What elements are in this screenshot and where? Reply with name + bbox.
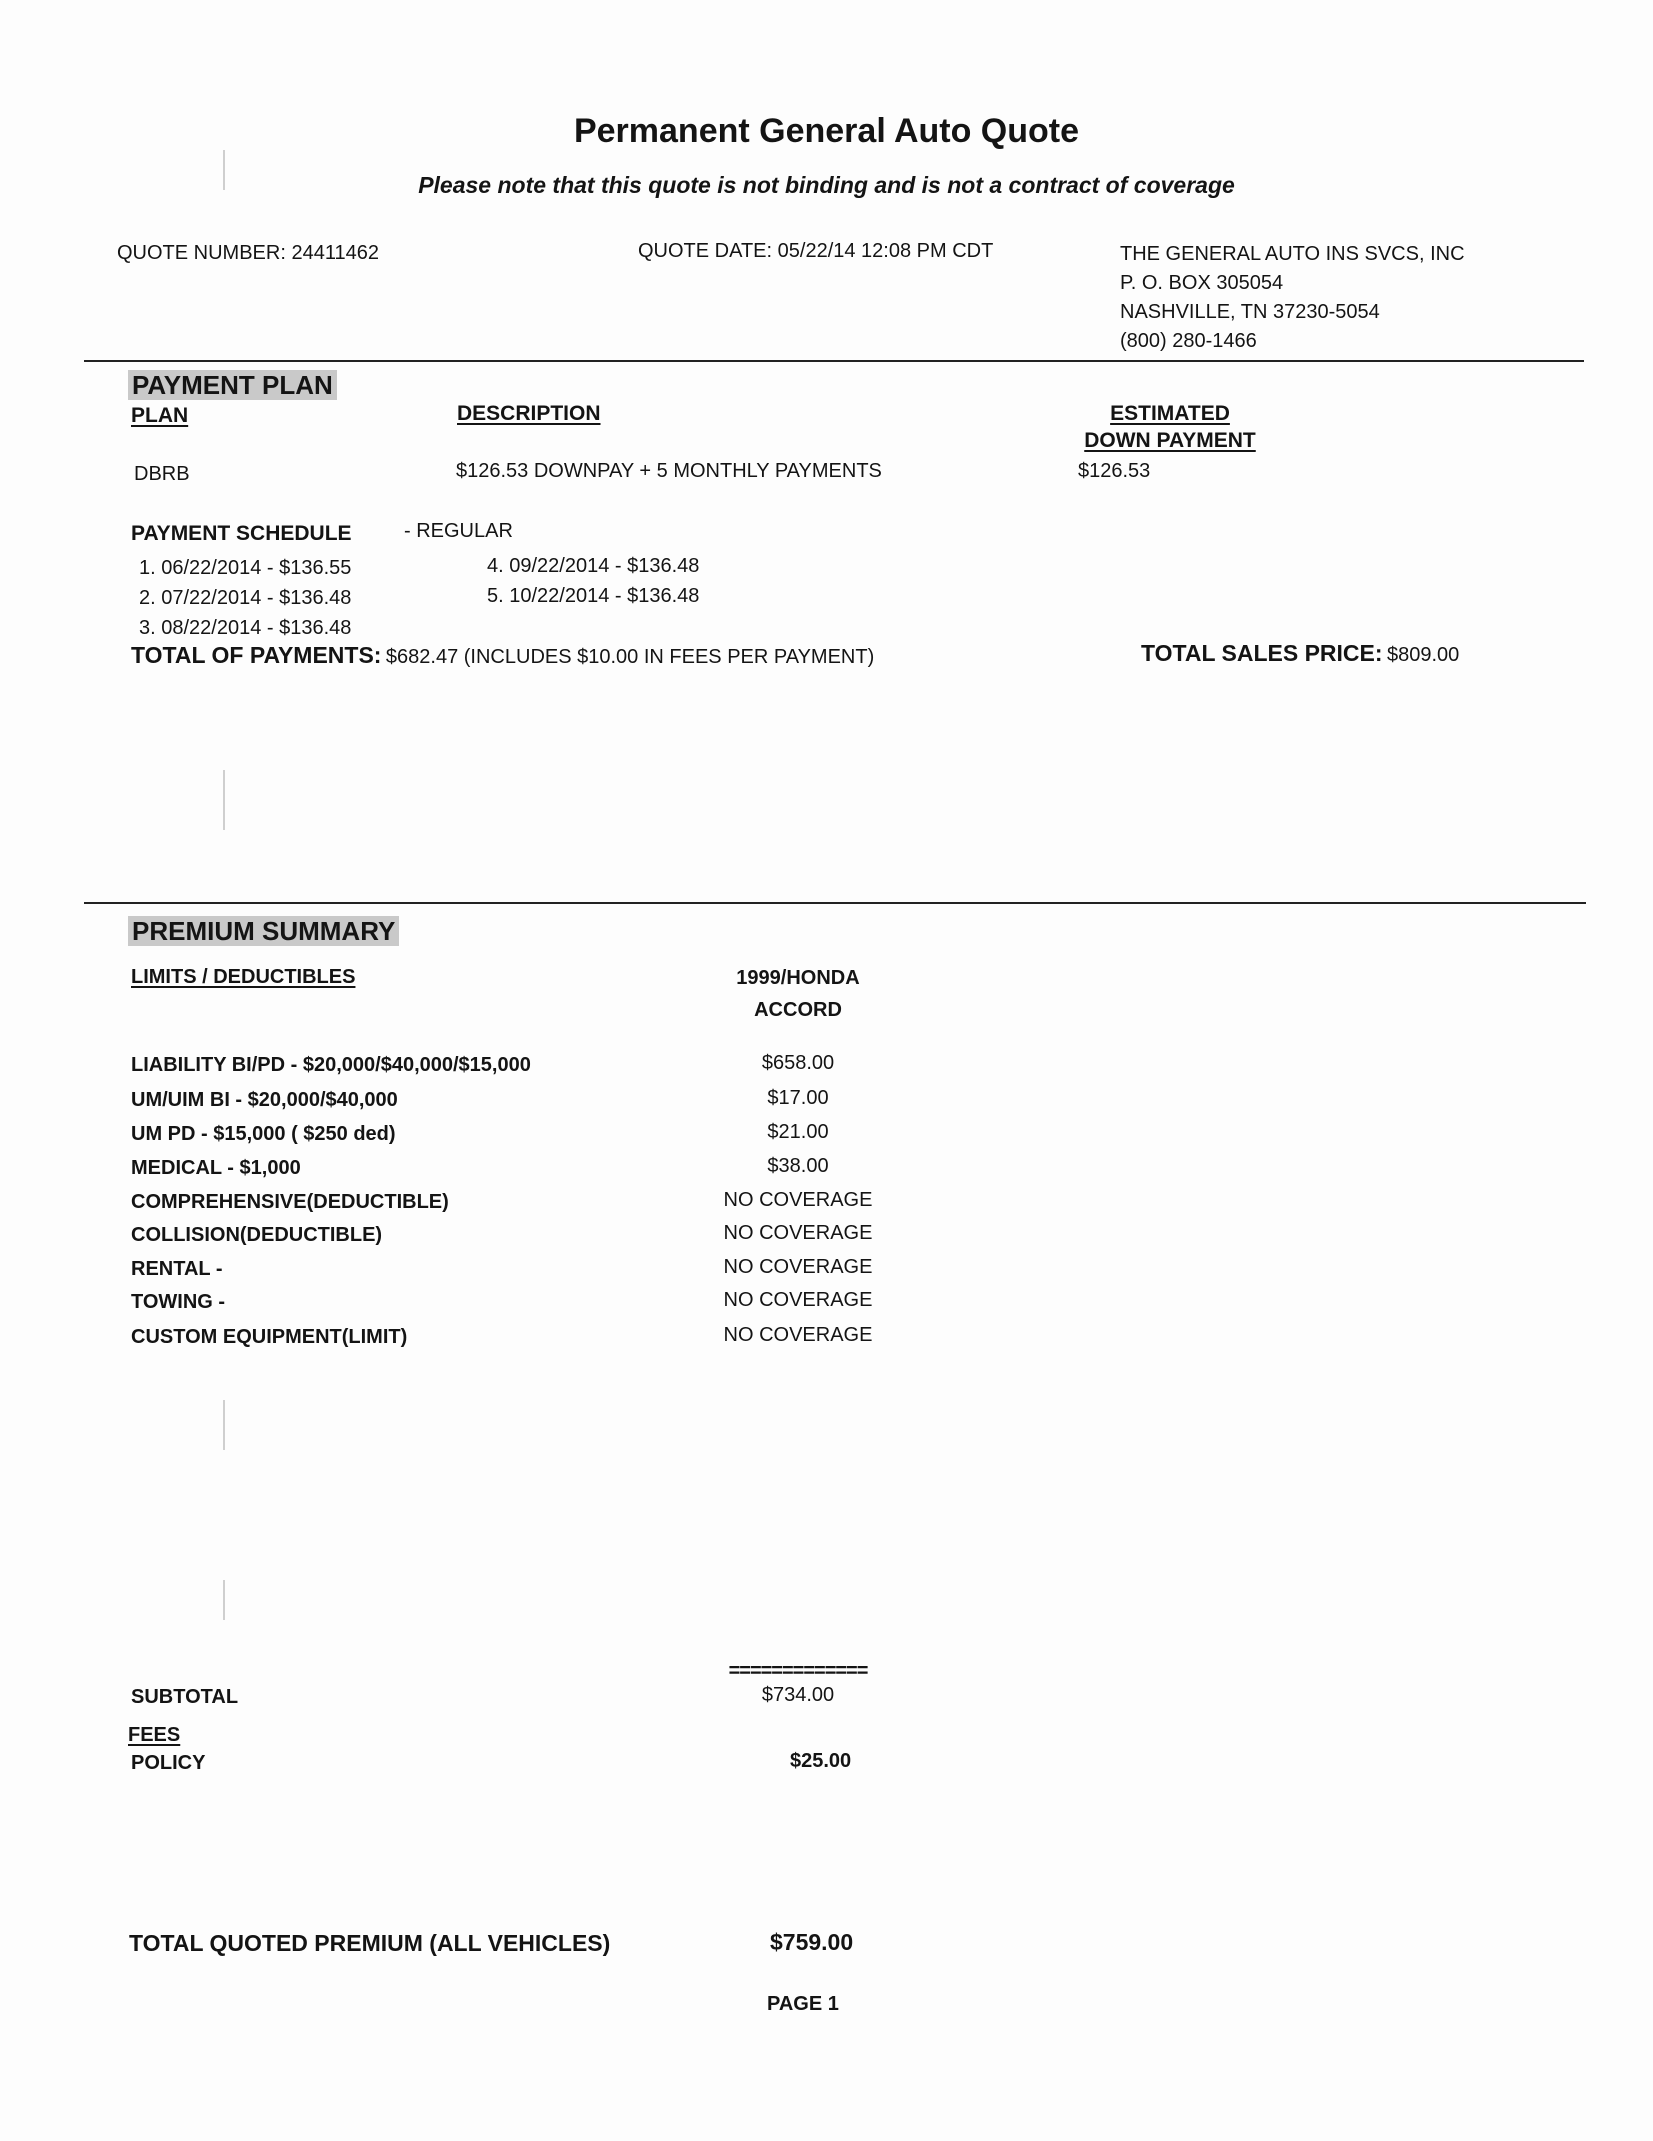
coverage-label: COMPREHENSIVE(DEDUCTIBLE) — [131, 1191, 449, 1213]
vehicle-year-make: 1999/HONDA — [736, 967, 860, 989]
total-payments-value: $682.47 (INCLUDES $10.00 IN FEES PER PAYMENT) — [385, 646, 875, 668]
schedule-type: - REGULAR — [404, 520, 513, 542]
company-address-line1: P. O. BOX 305054 — [1120, 272, 1284, 294]
scan-artifact — [223, 1400, 225, 1450]
total-premium-value: $759.00 — [770, 1929, 854, 1955]
divider — [84, 360, 1584, 362]
scan-artifact — [223, 1580, 225, 1620]
schedule-item: 4. 09/22/2014 - $136.48 — [487, 555, 700, 577]
section-title: PREMIUM SUMMARY — [128, 916, 399, 946]
coverage-label: COLLISION(DEDUCTIBLE) — [131, 1224, 383, 1246]
company-address — [1120, 240, 1465, 356]
company-phone: (800) 280-1466 — [1120, 330, 1257, 352]
payment-plan-heading — [128, 370, 337, 401]
total-payments — [131, 642, 874, 669]
subtotal-value: $734.00 — [761, 1684, 835, 1706]
coverage-premium: $21.00 — [767, 1121, 829, 1143]
coverage-label: UM PD - $15,000 ( $250 ded) — [131, 1123, 396, 1145]
down-payment: $126.53 — [1078, 460, 1151, 482]
coverage-premium: NO COVERAGE — [723, 1256, 873, 1278]
coverage-premium: NO COVERAGE — [723, 1289, 873, 1311]
header-line: ESTIMATED — [1110, 402, 1230, 425]
coverage-premium: NO COVERAGE — [723, 1324, 873, 1346]
total-sales-price — [1141, 640, 1459, 667]
policy-label: POLICY — [131, 1752, 206, 1774]
quote-date: QUOTE DATE: 05/22/14 12:08 PM CDT — [638, 240, 994, 262]
col-limits-header: LIMITS / DEDUCTIBLES — [131, 966, 356, 988]
coverage-premium: NO COVERAGE — [723, 1222, 873, 1244]
coverage-label: MEDICAL - $1,000 — [131, 1157, 301, 1179]
vehicle-header — [698, 962, 898, 1026]
separator: ============= — [728, 1660, 868, 1682]
coverage-premium: $17.00 — [767, 1087, 829, 1109]
schedule-item: 3. 08/22/2014 - $136.48 — [139, 617, 352, 639]
disclaimer: Please note that this quote is not binding and is not a contract of coverage — [418, 172, 1235, 198]
fees-label: FEES — [128, 1724, 181, 1746]
coverage-premium: NO COVERAGE — [723, 1189, 873, 1211]
schedule-item: 1. 06/22/2014 - $136.55 — [139, 557, 352, 579]
premium-summary-heading — [128, 916, 399, 947]
plan-description: $126.53 DOWNPAY + 5 MONTHLY PAYMENTS — [456, 460, 882, 482]
company-address-line2: NASHVILLE, TN 37230-5054 — [1120, 301, 1380, 323]
col-down-payment-header — [1070, 400, 1270, 454]
divider — [84, 902, 1586, 904]
schedule-item: 2. 07/22/2014 - $136.48 — [139, 587, 352, 609]
quote-number: QUOTE NUMBER: 24411462 — [117, 242, 379, 264]
plan-code: DBRB — [134, 463, 190, 485]
total-sales-label: TOTAL SALES PRICE: — [1141, 640, 1383, 666]
coverage-label: CUSTOM EQUIPMENT(LIMIT) — [131, 1326, 408, 1348]
col-plan-header: PLAN — [131, 404, 189, 427]
total-sales-value: $809.00 — [1386, 644, 1460, 666]
coverage-premium: $38.00 — [767, 1155, 829, 1177]
subtotal-label: SUBTOTAL — [131, 1686, 239, 1708]
page-title: Permanent General Auto Quote — [573, 112, 1080, 150]
coverage-label: TOWING - — [131, 1291, 226, 1313]
header-line: DOWN PAYMENT — [1084, 429, 1256, 452]
total-premium-label: TOTAL QUOTED PREMIUM (ALL VEHICLES) — [129, 1930, 611, 1956]
coverage-label: RENTAL - — [131, 1258, 223, 1280]
total-payments-label: TOTAL OF PAYMENTS: — [131, 642, 382, 668]
page-number: PAGE 1 — [767, 1993, 839, 2015]
scan-artifact — [223, 770, 225, 830]
section-title: PAYMENT PLAN — [128, 370, 337, 400]
vehicle-model: ACCORD — [754, 999, 842, 1021]
coverage-label: UM/UIM BI - $20,000/$40,000 — [131, 1089, 398, 1111]
coverage-premium: $658.00 — [761, 1052, 835, 1074]
company-name: THE GENERAL AUTO INS SVCS, INC — [1120, 243, 1465, 265]
coverage-label: LIABILITY BI/PD - $20,000/$40,000/$15,000 — [131, 1054, 531, 1076]
schedule-item: 5. 10/22/2014 - $136.48 — [487, 585, 700, 607]
schedule-label: PAYMENT SCHEDULE — [131, 522, 352, 545]
col-description-header: DESCRIPTION — [457, 402, 601, 425]
policy-value: $25.00 — [790, 1750, 852, 1772]
